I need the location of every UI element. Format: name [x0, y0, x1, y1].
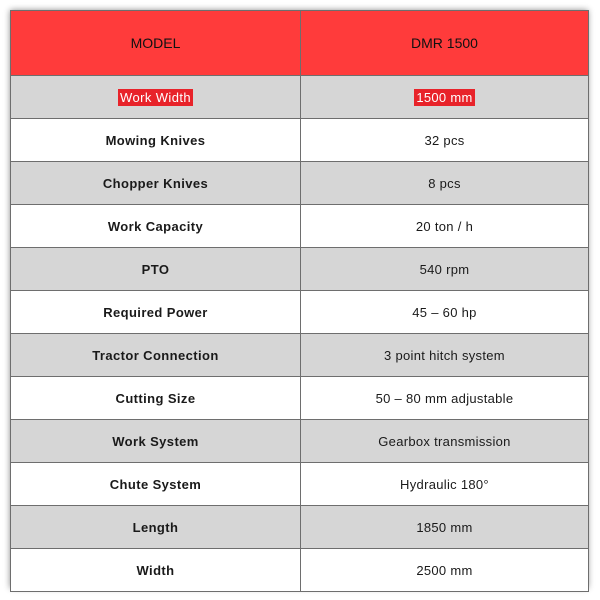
spec-label: Work Width	[120, 89, 191, 105]
spec-label: PTO	[11, 248, 301, 291]
spec-value: 540 rpm	[301, 248, 589, 291]
spec-value: 20 ton / h	[301, 205, 589, 248]
table-row	[11, 506, 589, 549]
table-row	[11, 248, 589, 291]
table-row	[11, 291, 589, 334]
table-row	[11, 162, 589, 205]
spec-label: Tractor Connection	[11, 334, 301, 377]
spec-label: Width	[11, 549, 301, 592]
spec-value: Gearbox transmission	[301, 420, 589, 463]
table-row	[11, 420, 589, 463]
table-row	[11, 205, 589, 248]
table-row	[11, 119, 589, 162]
model-value-header: DMR 1500	[301, 11, 589, 76]
spec-value: 1500 mm	[416, 89, 473, 105]
spec-label-cell	[11, 76, 301, 119]
table-row	[11, 463, 589, 506]
spec-value: 32 pcs	[301, 119, 589, 162]
spec-table	[10, 10, 589, 592]
spec-label: Length	[11, 506, 301, 549]
spec-value: 8 pcs	[301, 162, 589, 205]
table-row	[11, 549, 589, 592]
table-row	[11, 377, 589, 420]
spec-value: 3 point hitch system	[301, 334, 589, 377]
table-row	[11, 334, 589, 377]
model-header: MODEL	[11, 11, 301, 76]
spec-label: Work Capacity	[11, 205, 301, 248]
spec-value: Hydraulic 180°	[301, 463, 589, 506]
table-row	[11, 76, 589, 119]
spec-value: 45 – 60 hp	[301, 291, 589, 334]
spec-label: Mowing Knives	[11, 119, 301, 162]
spec-table-frame	[10, 10, 588, 588]
spec-label: Work System	[11, 420, 301, 463]
spec-label: Required Power	[11, 291, 301, 334]
spec-label: Cutting Size	[11, 377, 301, 420]
spec-label: Chopper Knives	[11, 162, 301, 205]
spec-value: 2500 mm	[301, 549, 589, 592]
spec-value: 50 – 80 mm adjustable	[301, 377, 589, 420]
table-header-row	[11, 11, 589, 76]
spec-value: 1850 mm	[301, 506, 589, 549]
spec-label: Chute System	[11, 463, 301, 506]
spec-value-cell	[301, 76, 589, 119]
